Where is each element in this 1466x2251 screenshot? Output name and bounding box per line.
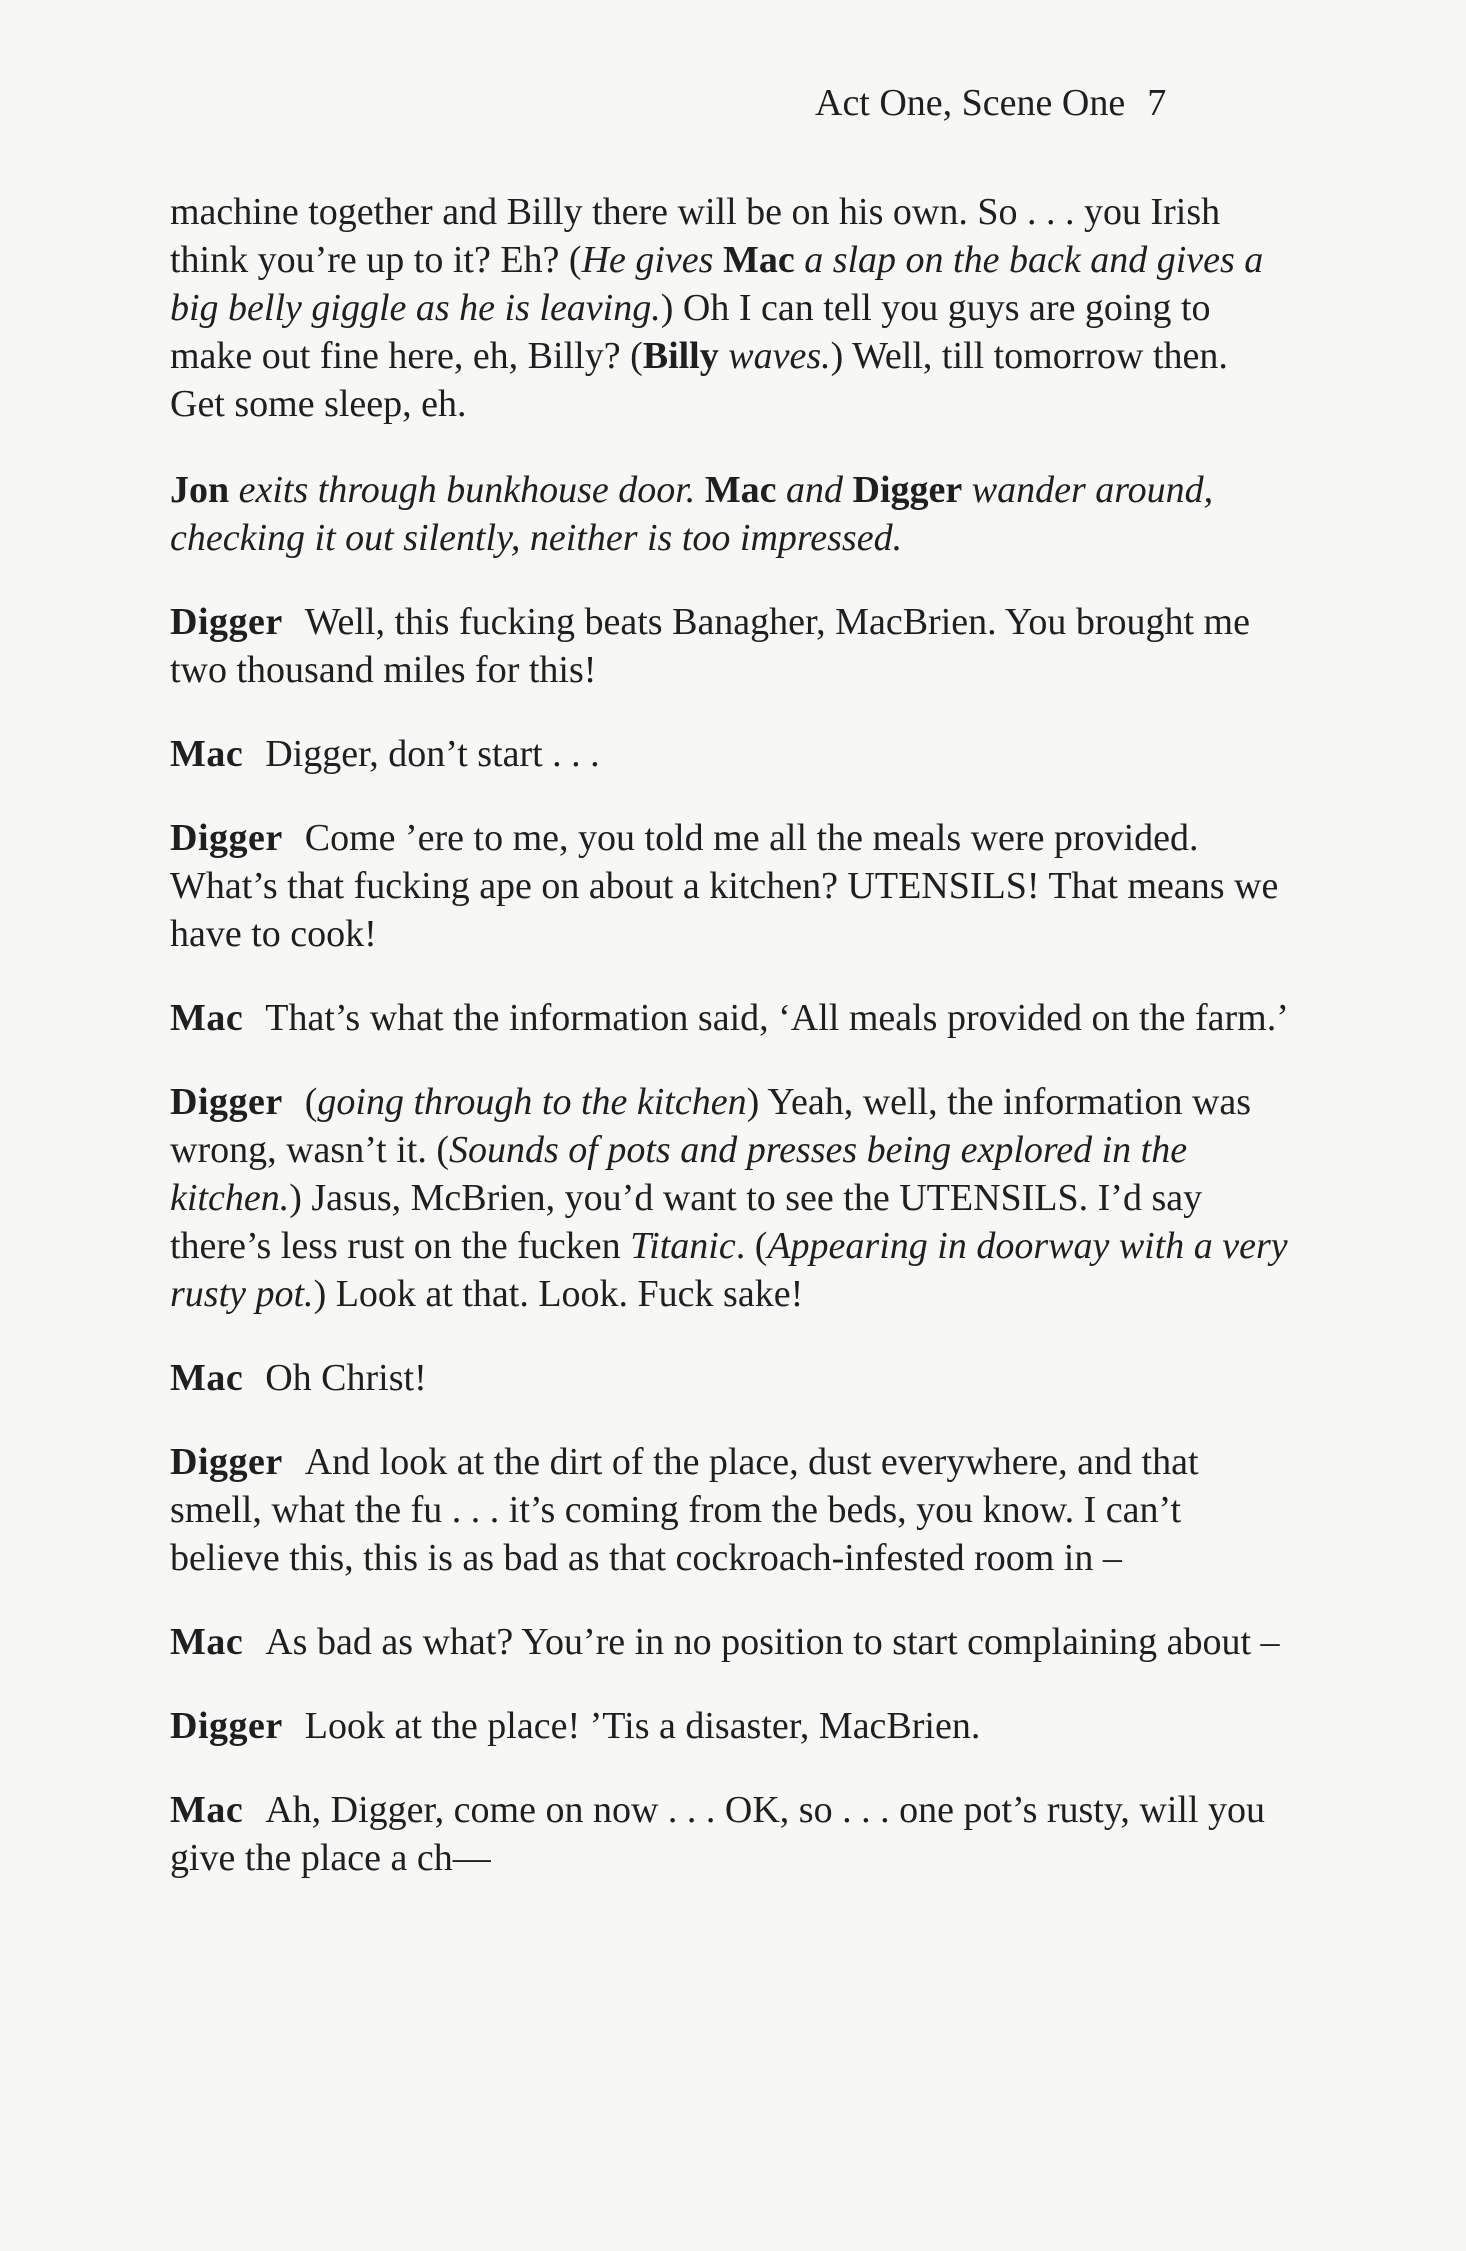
speaker-name: Digger xyxy=(170,817,283,859)
speaker-name: Digger xyxy=(170,601,283,643)
page-number: 7 xyxy=(1147,82,1167,124)
dialogue-text: Look at the place! ’Tis a disaster, MacBrien. xyxy=(304,1705,981,1747)
dialogue-line xyxy=(170,1618,1290,1666)
dialogue-text: Digger, don’t start . . . xyxy=(265,733,600,775)
dialogue-line xyxy=(170,1354,1290,1402)
dialogue-text: Well, this fucking beats Banagher, MacBrien. You brought me two thousand miles for this! xyxy=(170,601,1250,691)
dialogue-text: And look at the dirt of the place, dust everywhere, and that smell, what the fu . . . it’s coming from the beds, you know. I can’t believe this, this is as bad as that cockroach-infested room in – xyxy=(170,1441,1199,1579)
dialogue-line xyxy=(170,1786,1290,1882)
character-name: Billy xyxy=(642,335,719,377)
scene-heading: Act One, Scene One xyxy=(815,82,1126,124)
stage-direction: Jon exits through bunkhouse door. Mac and Digger wander around, checking it out silently, neither is too impressed. xyxy=(170,469,1214,559)
dialogue-line: Digger (going through to the kitchen) Yeah, well, the information was wrong, wasn’t it. (Sounds of pots and presses being explored in the kitchen.) Jasus, McBrien, you’d want to see the UTENSILS. I’d say there’s less rust on the fucken Titanic. (Appearing in doorway with a very rusty pot.) Look at that. Look. Fuck sake! xyxy=(170,1081,1288,1315)
speaker-name: Mac xyxy=(170,1621,244,1663)
speaker-name: Digger xyxy=(170,1705,283,1747)
dialogue-text: That’s what the information said, ‘All meals provided on the farm.’ xyxy=(265,997,1289,1039)
dialogue-text: Ah, Digger, come on now . . . OK, so . . . one pot’s rusty, will you give the place a ch— xyxy=(170,1789,1265,1879)
character-name: Mac xyxy=(704,469,777,511)
script-text xyxy=(170,188,1290,1918)
speaker-name: Mac xyxy=(170,997,244,1039)
speaker-name: Mac xyxy=(170,1789,244,1831)
dialogue-line xyxy=(170,994,1290,1042)
dialogue-text: Oh Christ! xyxy=(265,1357,427,1399)
dialogue-line xyxy=(170,730,1290,778)
running-head xyxy=(815,78,1166,128)
dialogue-text: As bad as what? You’re in no position to start complaining about – xyxy=(265,1621,1280,1663)
speaker-name: Digger xyxy=(170,1441,283,1483)
dialogue-text: Come ’ere to me, you told me all the meals were provided. What’s that fucking ape on about a kitchen? UTENSILS! That means we have to cook! xyxy=(170,817,1279,955)
dialogue-line xyxy=(170,1702,1290,1750)
character-name: Jon xyxy=(170,469,230,511)
character-name: Mac xyxy=(722,239,795,281)
character-name: Digger xyxy=(852,469,963,511)
dialogue-continuation: machine together and Billy there will be on his own. So . . . you Irish think you’re up to it? Eh? (He gives Mac a slap on the back and gives a big belly giggle as he is leaving.) Oh I can tell you guys are going to make out fine here, eh, Billy? (Billy waves.) Well, till tomorrow then. Get some sleep, eh. xyxy=(170,191,1264,425)
speaker-name: Mac xyxy=(170,1357,244,1399)
dialogue-line xyxy=(170,1438,1290,1582)
dialogue-line xyxy=(170,814,1290,958)
speaker-name: Digger xyxy=(170,1081,283,1123)
dialogue-line xyxy=(170,598,1290,694)
speaker-name: Mac xyxy=(170,733,244,775)
